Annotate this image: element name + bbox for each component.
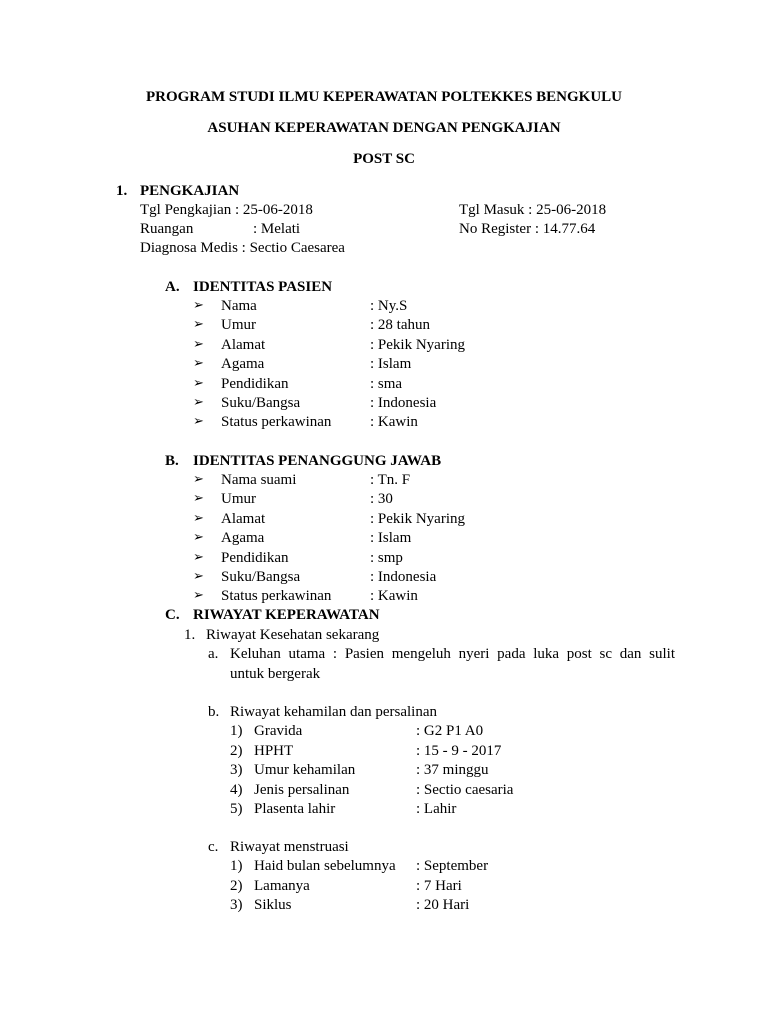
keluhan-utama-line1: Keluhan utama : Pasien mengeluh nyeri pada luka post sc dan sulit xyxy=(230,646,675,662)
sub1-title: Riwayat Kesehatan sekarang xyxy=(206,627,380,643)
field-value: : Islam xyxy=(370,356,412,373)
section-a-letter: A. xyxy=(165,279,180,295)
field-value: : Pekik Nyaring xyxy=(370,336,465,353)
title-program: PROGRAM STUDI ILMU KEPERAWATAN POLTEKKES BENGKULU xyxy=(145,89,623,105)
field-label: Plasenta lahir xyxy=(254,801,336,818)
tgl-masuk: Tgl Masuk : 25-06-2018 xyxy=(459,202,607,218)
bullet-arrow-icon: ➢ xyxy=(193,395,204,410)
bullet-arrow-icon: ➢ xyxy=(193,356,204,372)
bullet-arrow-icon: ➢ xyxy=(193,414,204,430)
field-label: Umur kehamilan xyxy=(254,762,356,779)
item-a-letter: a. xyxy=(208,646,219,662)
field-label: Nama suami xyxy=(221,472,297,488)
section-a-title: IDENTITAS PASIEN xyxy=(193,279,333,295)
field-value: : Islam xyxy=(370,530,412,547)
field-value: : September xyxy=(416,858,489,874)
field-label: Suku/Bangsa xyxy=(221,569,301,585)
list-number: 1) xyxy=(230,723,243,739)
bullet-arrow-icon: ➢ xyxy=(193,472,204,487)
list-number: 4) xyxy=(230,781,243,798)
bullet-arrow-icon: ➢ xyxy=(193,588,204,604)
field-label: Umur xyxy=(221,317,256,334)
bullet-arrow-icon: ➢ xyxy=(193,530,204,546)
field-label: Agama xyxy=(221,356,265,373)
section-number: 1. xyxy=(116,183,128,199)
keluhan-utama-line2: untuk bergerak xyxy=(230,666,321,682)
bullet-arrow-icon: ➢ xyxy=(193,510,204,526)
item-b-letter: b. xyxy=(208,704,220,720)
field-value: : Lahir xyxy=(416,801,457,818)
field-label: Suku/Bangsa xyxy=(221,395,301,411)
list-number: 3) xyxy=(230,897,243,914)
list-number: 3) xyxy=(230,762,243,779)
item-c-letter: c. xyxy=(208,839,219,855)
field-value: : Sectio caesaria xyxy=(416,781,514,798)
field-value: : Pekik Nyaring xyxy=(370,510,465,527)
section-b-letter: B. xyxy=(165,453,179,469)
title-asuhan: ASUHAN KEPERAWATAN DENGAN PENGKAJIAN xyxy=(207,120,561,136)
field-value: : G2 P1 A0 xyxy=(416,723,484,739)
field-label: Umur xyxy=(221,491,256,508)
item-b-title: Riwayat kehamilan dan persalinan xyxy=(230,704,438,720)
bullet-arrow-icon: ➢ xyxy=(193,298,204,313)
field-label: HPHT xyxy=(254,742,294,759)
no-register: No Register : 14.77.64 xyxy=(459,221,596,237)
section-b-title: IDENTITAS PENANGGUNG JAWAB xyxy=(193,453,442,469)
list-number: 2) xyxy=(230,742,243,759)
field-label: Status perkawinan xyxy=(221,414,332,431)
tgl-pengkajian: Tgl Pengkajian : 25-06-2018 xyxy=(140,202,313,218)
bullet-arrow-icon: ➢ xyxy=(193,375,204,391)
field-label: Status perkawinan xyxy=(221,588,332,605)
list-number: 1) xyxy=(230,858,243,874)
bullet-arrow-icon: ➢ xyxy=(193,491,204,507)
bullet-arrow-icon: ➢ xyxy=(193,549,204,565)
field-label: Gravida xyxy=(254,723,303,739)
field-value: : 15 - 9 - 2017 xyxy=(416,742,502,759)
section-title-pengkajian: PENGKAJIAN xyxy=(140,183,240,199)
field-value: : 7 Hari xyxy=(416,877,462,894)
field-value: : smp xyxy=(370,549,403,566)
sub1-number: 1. xyxy=(184,627,196,643)
item-c-title: Riwayat menstruasi xyxy=(230,839,349,855)
diagnosa-medis: Diagnosa Medis : Sectio Caesarea xyxy=(140,240,345,256)
bullet-arrow-icon: ➢ xyxy=(193,569,204,584)
field-value: : Indonesia xyxy=(370,569,437,585)
field-value: : 20 Hari xyxy=(416,897,470,914)
field-label: Pendidikan xyxy=(221,375,289,392)
field-value: : Kawin xyxy=(370,414,418,431)
field-label: Alamat xyxy=(221,336,266,353)
section-c-title: RIWAYAT KEPERAWATAN xyxy=(193,607,380,623)
list-number: 5) xyxy=(230,801,243,818)
field-label: Agama xyxy=(221,530,265,547)
field-label: Pendidikan xyxy=(221,549,289,566)
field-value: : 30 xyxy=(370,491,393,508)
field-value: : Kawin xyxy=(370,588,418,605)
bullet-arrow-icon: ➢ xyxy=(193,317,204,333)
field-value: : 37 minggu xyxy=(416,762,489,779)
field-label: Lamanya xyxy=(254,877,310,894)
field-value: : Ny.S xyxy=(370,298,408,314)
ruangan-value: : Melati xyxy=(253,221,301,237)
field-label: Haid bulan sebelumnya xyxy=(254,858,396,874)
field-label: Alamat xyxy=(221,510,266,527)
list-number: 2) xyxy=(230,877,243,894)
field-value: : 28 tahun xyxy=(370,317,430,334)
field-value: : sma xyxy=(370,375,403,392)
field-label: Siklus xyxy=(254,897,292,914)
field-label: Nama xyxy=(221,298,257,314)
title-post-sc: POST SC xyxy=(353,151,415,167)
field-value: : Indonesia xyxy=(370,395,437,411)
field-value: : Tn. F xyxy=(370,472,411,488)
field-label: Jenis persalinan xyxy=(254,781,350,798)
ruangan-label: Ruangan xyxy=(140,221,194,237)
section-c-letter: C. xyxy=(165,607,180,623)
bullet-arrow-icon: ➢ xyxy=(193,336,204,352)
